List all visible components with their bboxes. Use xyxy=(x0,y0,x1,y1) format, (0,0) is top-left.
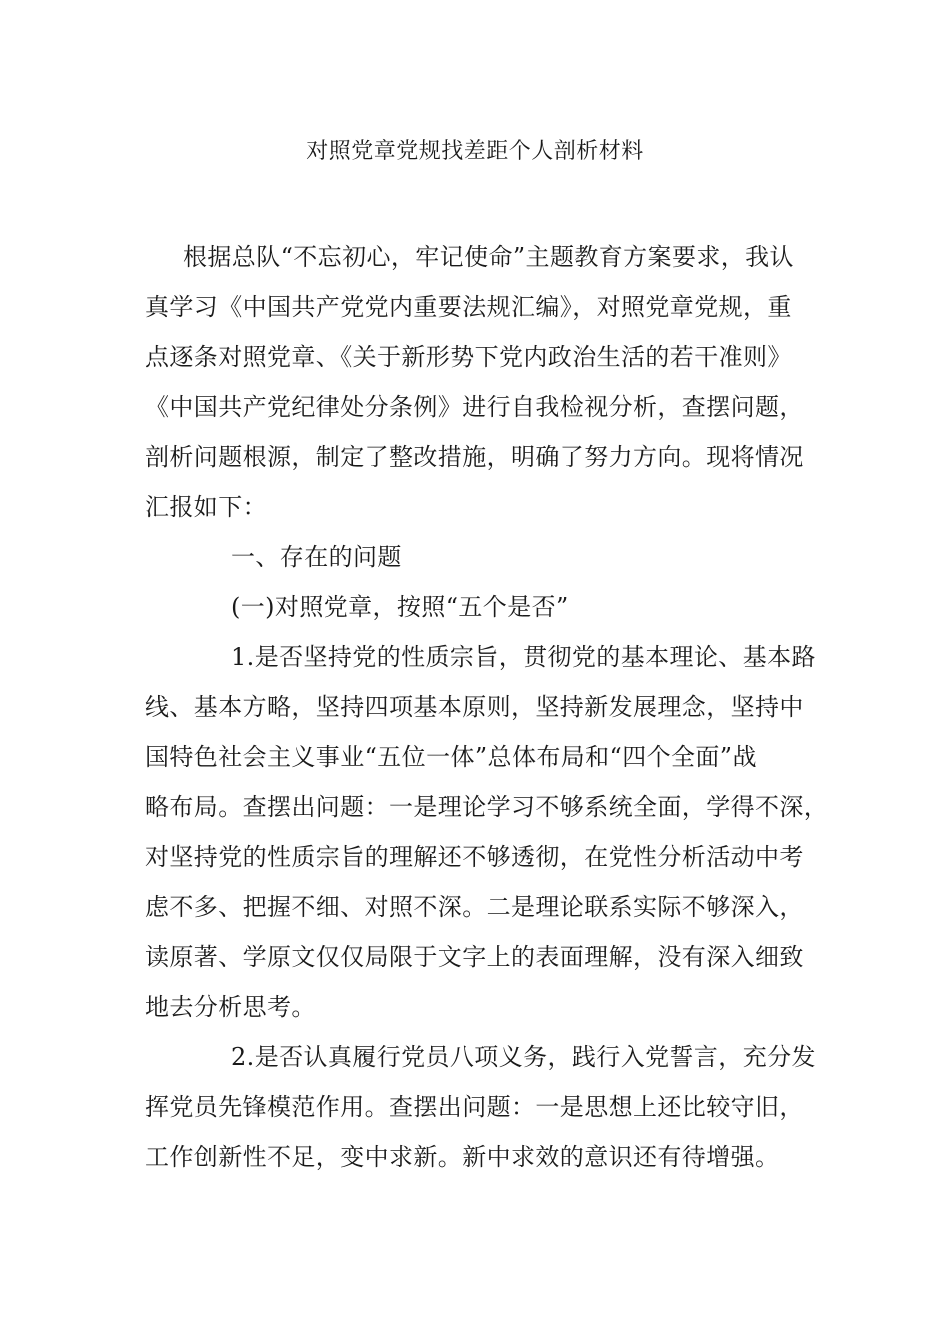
paragraph-line: 工作创新性不足，变中求新。新中求效的意识还有待增强。 xyxy=(145,1143,780,1171)
paragraph-line: 读原著、学原文仅仅局限于文字上的表面理解，没有深入细致 xyxy=(145,943,804,971)
paragraph-line: 略布局。查摆出问题：一是理论学习不够系统全面，学得不深， xyxy=(145,793,829,821)
paragraph-line: 地去分析思考。 xyxy=(145,993,316,1021)
paragraph-line: 2.是否认真履行党员八项义务，践行入党誓言，充分发 xyxy=(231,1043,816,1071)
document-body xyxy=(145,232,829,1182)
paragraph-line: 1.是否坚持党的性质宗旨，贯彻党的基本理论、基本路 xyxy=(231,643,816,671)
paragraph-line: 国特色社会主义事业“五位一体”总体布局和“四个全面”战 xyxy=(145,743,757,771)
paragraph-line: 剖析问题根源，制定了整改措施，明确了努力方向。现将情况 xyxy=(145,443,804,471)
subsection-heading: (一)对照党章，按照“五个是否” xyxy=(231,593,569,621)
paragraph-line: 真学习《中国共产党党内重要法规汇编》，对照党章党规，重 xyxy=(145,293,792,321)
paragraph-line: 汇报如下： xyxy=(145,493,267,521)
paragraph-line: 虑不多、把握不细、对照不深。二是理论联系实际不够深入， xyxy=(145,893,804,921)
paragraph-line: 《中国共产党纪律处分条例》进行自我检视分析，查摆问题， xyxy=(145,393,804,421)
document-title: 对照党章党规找差距个人剖析材料 xyxy=(306,139,644,164)
paragraph-line: 根据总队“不忘初心，牢记使命”主题教育方案要求，我认 xyxy=(183,243,794,271)
paragraph-line: 对坚持党的性质宗旨的理解还不够透彻，在党性分析活动中考 xyxy=(145,843,804,871)
paragraph-line: 挥党员先锋模范作用。查摆出问题：一是思想上还比较守旧， xyxy=(145,1093,804,1121)
paragraph-line: 点逐条对照党章、《关于新形势下党内政治生活的若干准则》 xyxy=(145,343,792,371)
section-heading: 一、存在的问题 xyxy=(231,543,402,571)
paragraph-line: 线、基本方略，坚持四项基本原则，坚持新发展理念，坚持中 xyxy=(145,693,804,721)
